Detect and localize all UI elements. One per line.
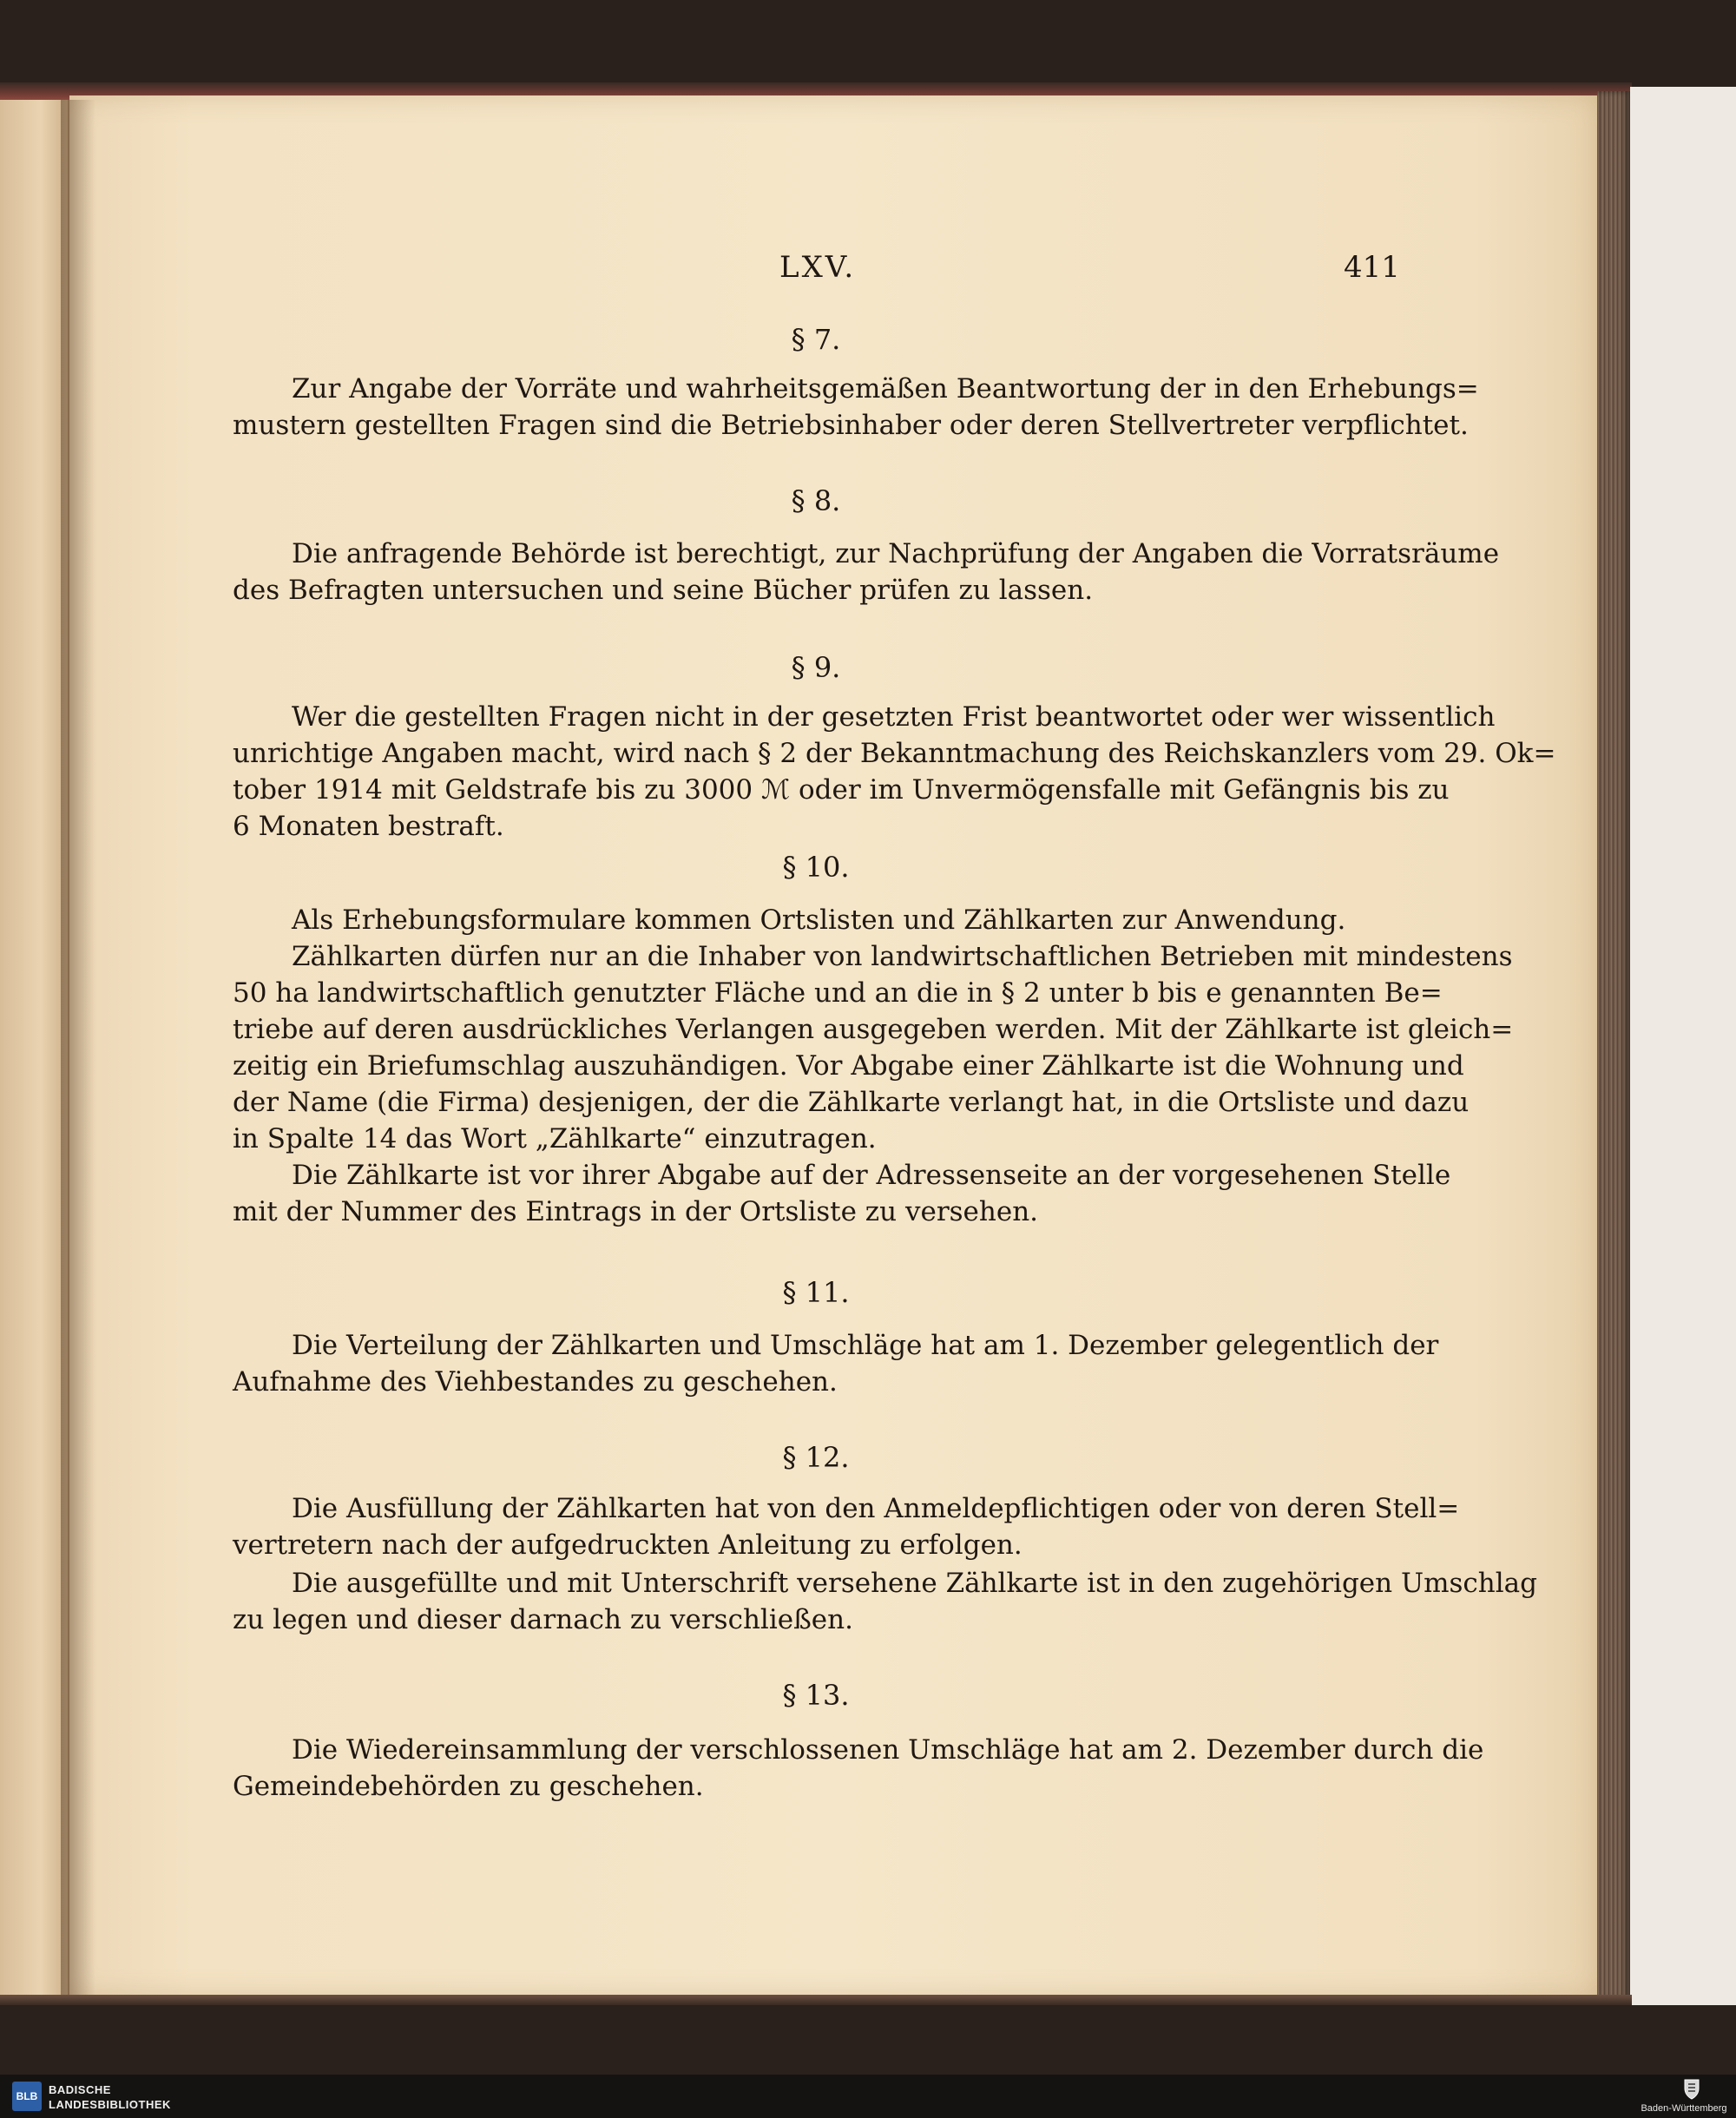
text-line: Die Verteilung der Zählkarten und Umschläge hat am 1. Dezember gelegentlich der — [292, 1330, 1439, 1361]
text-line: mit der Nummer des Eintrags in der Ortsliste zu versehen. — [233, 1196, 1039, 1227]
left-page-edge — [0, 100, 69, 1996]
text-line: Die anfragende Behörde ist berechtigt, zur Nachprüfung der Angaben die Vorratsräume — [292, 538, 1500, 569]
section-heading: § 9. — [791, 651, 841, 684]
text-line: tober 1914 mit Geldstrafe bis zu 3000 ℳ oder im Unvermögensfalle mit Gefängnis bis zu — [233, 774, 1450, 806]
section-heading: § 8. — [791, 484, 841, 517]
text-line: Zur Angabe der Vorräte und wahrheitsgemäßen Beantwortung der in den Erhebungs= — [292, 373, 1479, 405]
page-stack-edges — [1597, 91, 1630, 2001]
text-line: Die Ausfüllung der Zählkarten hat von den Anmeldepflichtigen oder von deren Stell= — [292, 1493, 1460, 1524]
text-line: Wer die gestellten Fragen nicht in der gesetzten Frist beantwortet oder wer wissentlich — [292, 701, 1496, 733]
text-line: mustern gestellten Fragen sind die Betriebsinhaber oder deren Stellvertreter verpflichtet. — [233, 410, 1469, 441]
text-line: Die Wiedereinsammlung der verschlossenen Umschläge hat am 2. Dezember durch die — [292, 1734, 1484, 1766]
text-line: zeitig ein Briefumschlag auszuhändigen. Vor Abgabe einer Zählkarte ist die Wohnung und — [233, 1050, 1464, 1082]
text-line: der Name (die Firma) desjenigen, der die Zählkarte verlangt hat, in die Ortsliste und dazu — [233, 1087, 1470, 1118]
gutter-shadow — [61, 100, 95, 1996]
section-heading: § 10. — [782, 851, 850, 884]
state-label: Baden-Württemberg — [1641, 2103, 1727, 2114]
text-line: Als Erhebungsformulare kommen Ortslisten und Zählkarten zur Anwendung. — [292, 904, 1346, 936]
text-line: Aufnahme des Viehbestandes zu geschehen. — [233, 1366, 838, 1398]
text-line: Die ausgefüllte und mit Unterschrift versehene Zählkarte ist in den zugehörigen Umschlag — [292, 1568, 1537, 1599]
text-line: 50 ha landwirtschaftlich genutzter Fläche und an die in § 2 unter b bis e genannten Be= — [233, 977, 1443, 1009]
page-number: 411 — [1344, 250, 1400, 285]
text-line: Die Zählkarte ist vor ihrer Abgabe auf der Adressenseite an der vorgesehenen Stelle — [292, 1160, 1451, 1191]
section-heading: § 12. — [782, 1441, 850, 1474]
library-name-line2: LANDESBIBLIOTHEK — [49, 2098, 171, 2111]
text-line: 6 Monaten bestraft. — [233, 811, 504, 842]
scan-margin — [1630, 87, 1736, 2005]
running-head: LXV. — [779, 250, 857, 285]
footer-bar — [0, 2075, 1736, 2118]
text-line: Zählkarten dürfen nur an die Inhaber von landwirtschaftlichen Betrieben mit mindestens — [292, 941, 1513, 972]
library-logo[interactable]: BLB — [12, 2082, 42, 2111]
text-line: vertretern nach der aufgedruckten Anleitung zu erfolgen. — [233, 1529, 1023, 1561]
state-crest-icon — [1680, 2076, 1704, 2101]
text-line: zu legen und dieser darnach zu verschließen. — [233, 1604, 853, 1635]
text-line: des Befragten untersuchen und seine Bücher prüfen zu lassen. — [233, 575, 1094, 606]
text-line: unrichtige Angaben macht, wird nach § 2 der Bekanntmachung des Reichskanzlers vom 29. Ok= — [233, 738, 1556, 769]
text-line: Gemeindebehörden zu geschehen. — [233, 1771, 704, 1802]
library-name-line1: BADISCHE — [49, 2083, 111, 2096]
section-heading: § 13. — [782, 1679, 850, 1712]
book-bottom-edge — [0, 1995, 1632, 2005]
section-heading: § 7. — [791, 323, 841, 356]
section-heading: § 11. — [782, 1276, 850, 1309]
text-line: in Spalte 14 das Wort „Zählkarte“ einzutragen. — [233, 1123, 877, 1154]
text-line: triebe auf deren ausdrückliches Verlangen ausgegeben werden. Mit der Zählkarte ist gleich= — [233, 1014, 1514, 1045]
